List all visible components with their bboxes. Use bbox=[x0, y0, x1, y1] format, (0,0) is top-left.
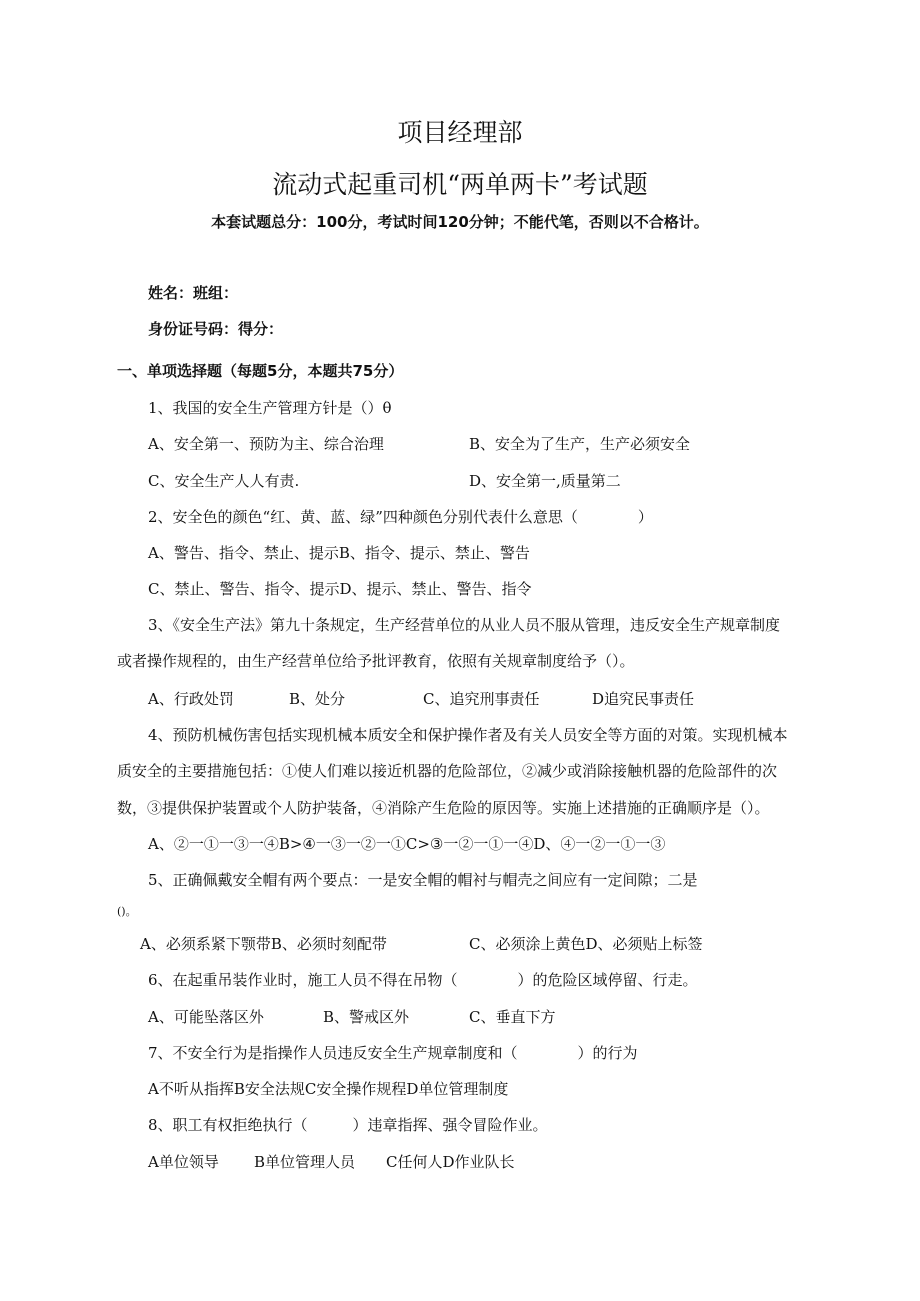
id-score-line: 身份证号码：得分： bbox=[148, 320, 284, 338]
question-1: 1、我国的安全生产管理方针是（）θ bbox=[148, 399, 392, 417]
q3-option-a: A、行政处罚 bbox=[148, 690, 234, 708]
q6-option-c: C、垂直下方 bbox=[469, 1008, 556, 1026]
q2-options-ab: A、警告、指令、禁止、提示B、指令、提示、禁止、警告 bbox=[148, 544, 530, 562]
question-6: 6、在起重吊装作业时，施工人员不得在吊物（ ）的危险区域停留、行走。 bbox=[148, 971, 698, 989]
question-3-line1: 3、《安全生产法》第九十条规定，生产经营单位的从业人员不服从管理，违反安全生产规章制度 bbox=[148, 616, 781, 634]
exam-note: 本套试题总分：100分，考试时间120分钟；不能代笔，否则以不合格计。 bbox=[211, 213, 709, 231]
q3-option-d: D追究民事责任 bbox=[592, 690, 695, 708]
q8-option-a: A单位领导 bbox=[148, 1153, 219, 1171]
q1-option-b: B、安全为了生产，生产必须安全 bbox=[469, 435, 691, 453]
q8-options-cd: C任何人D作业队长 bbox=[386, 1153, 515, 1171]
section-heading: 一、单项选择题（每题5分，本题共75分） bbox=[117, 362, 404, 380]
question-7: 7、不安全行为是指操作人员违反安全生产规章制度和（ ）的行为 bbox=[148, 1044, 638, 1062]
q1-option-d: D、安全第一,质量第二 bbox=[469, 472, 621, 490]
q3-option-c: C、追究刑事责任 bbox=[423, 690, 540, 708]
q5-options-ab: A、必须系紧下颚带B、必须时刻配带 bbox=[140, 935, 387, 953]
question-4-line2: 质安全的主要措施包括：①使人们难以接近机器的危险部位，②减少或消除接触机器的危险部件的次 bbox=[117, 762, 778, 780]
q4-options: A、②一①一③一④B>④一③一②一①C>③一②一①一④D、④一②一①一③ bbox=[148, 835, 666, 853]
exam-title: 流动式起重司机“两单两卡”考试题 bbox=[272, 170, 648, 199]
page-title: 项目经理部 bbox=[397, 118, 523, 147]
q2-options-cd: C、禁止、警告、指令、提示D、提示、禁止、警告、指令 bbox=[148, 580, 532, 598]
name-group-line: 姓名：班组： bbox=[148, 284, 239, 302]
q6-option-a: A、可能坠落区外 bbox=[148, 1008, 264, 1026]
q5-options-cd: C、必须涂上黄色D、必须贴上标签 bbox=[469, 935, 703, 953]
q6-option-b: B、警戒区外 bbox=[323, 1008, 410, 1026]
q3-option-b: B、处分 bbox=[289, 690, 346, 708]
question-5-line2: ()。 bbox=[117, 905, 137, 918]
q1-option-c: C、安全生产人人有责. bbox=[148, 472, 300, 490]
q8-option-b: B单位管理人员 bbox=[254, 1153, 356, 1171]
question-5-line1: 5、正确佩戴安全帽有两个要点：一是安全帽的帽衬与帽壳之间应有一定间隙；二是 bbox=[148, 871, 698, 889]
question-3-line2: 或者操作规程的，由生产经营单位给予批评教育，依照有关规章制度给予（）。 bbox=[117, 652, 635, 670]
q7-options: A不听从指挥B安全法规C安全操作规程D单位管理制度 bbox=[148, 1080, 509, 1098]
question-4-line3: 数，③提供保护装置或个人防护装备，④消除产生危险的原因等。实施上述措施的正确顺序是（）。 bbox=[117, 799, 770, 817]
question-8: 8、职工有权拒绝执行（ ）违章指挥、强令冒险作业。 bbox=[148, 1116, 548, 1134]
question-2: 2、安全色的颜色“红、黄、蓝、绿”四种颜色分别代表什么意思（ ） bbox=[148, 508, 653, 526]
q1-option-a: A、安全第一、预防为主、综合治理 bbox=[148, 435, 384, 453]
question-4-line1: 4、预防机械伤害包括实现机械本质安全和保护操作者及有关人员安全等方面的对策。实现机械本 bbox=[148, 726, 788, 744]
